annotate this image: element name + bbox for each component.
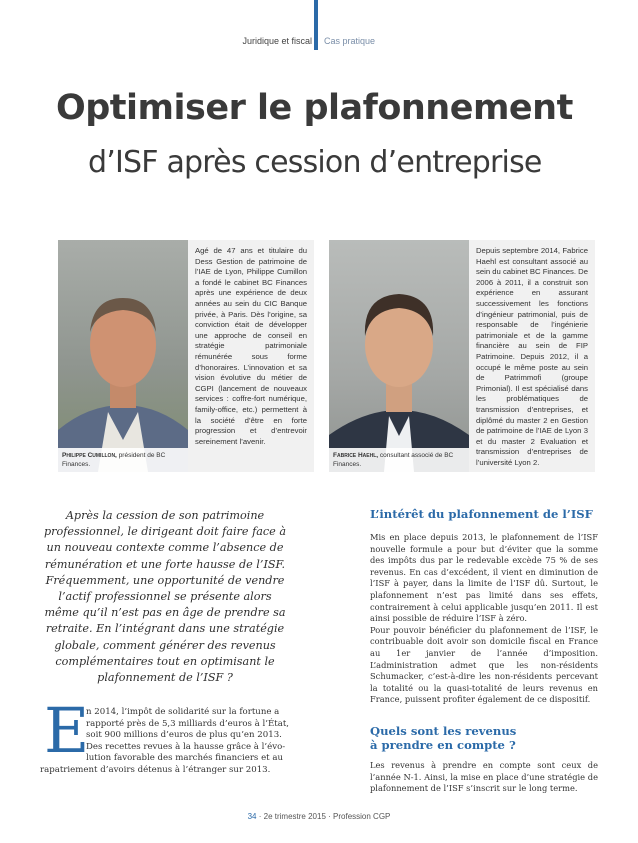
portrait-fabrice-haehl: [329, 240, 469, 472]
body-line: rapporté près de 5,3 milliards d’euros à l’État,: [86, 718, 290, 729]
section-body: [370, 532, 598, 706]
paragraph: Mis en place depuis 2013, le plafonnement de l’ISF nouvelle formule a pour but d’éviter que la somme des impôts dus par le redevable excède 75 % de ses revenus. En cas d’excédent, il vient en diminution de l’ISF à payer, dans la limite de l’ISF dû. Surtout, le plafonnement n’est pas limité dans ses effets, contrairement à celui applicable jusqu’en 2011. Il est ainsi possible de réduire l’ISF à zéro.: [370, 532, 598, 624]
header-accent-bar: [314, 0, 318, 50]
section-heading: [370, 724, 600, 752]
paragraph: Pour pouvoir bénéficier du plafonnement de l’ISF, le contribuable doit avoir son domicile fiscal en France au 1er janvier de l’année d’imposition. L’administration admet que les non-résidents Schumacker, c’est-à-dire les non-résidents percevant la totalité ou la quasi-totalité de leurs revenus en France, puissent profiter également de ce dispositif.: [370, 624, 598, 705]
caption-name: Fabrice Haehl,: [333, 452, 379, 459]
subsection-label: Cas pratique: [324, 36, 376, 46]
caption-role: consultant associé de BC Finances.: [333, 452, 454, 468]
section-heading: L’intérêt du plafonnement de l’ISF: [370, 507, 593, 521]
portrait-illustration: [58, 240, 188, 472]
body-line: n 2014, l’impôt de solidarité sur la fortune a: [86, 707, 280, 717]
article-title: Optimiser le plafonnement: [56, 88, 573, 128]
body-line: rapatriement d’avoirs détenus à l’étranger sur 2013.: [40, 764, 271, 775]
body-line: soit 900 millions d’euros de plus qu’en 2013.: [86, 730, 282, 741]
page-footer: 34 · 2e trimestre 2015 · Profession CGP: [247, 812, 391, 821]
bio-box: Agé de 47 ans et titulaire du Dess Gestion de patrimoine de l’IAE de Lyon, Philippe Cumillon a fondé le cabinet BC Finances après une expérience de deux années au sein du CIC Banque privée, à Paris. Dès l’origine, sa conviction était de développer une approche de conseil en stratégie patrimoniale rémunérée sous forme d’honoraires. L’innovation et sa vision évolutive du métier de CGPI (lancement de nouveaux services : coffre-fort numérique, family-office, etc.) permettent à la société d’être en forte progression et d’entrevoir sereinement l’avenir.: [188, 240, 314, 472]
section-label: Juridique et fiscal: [242, 36, 312, 46]
page-number: 34: [247, 812, 257, 821]
caption-role: président de BC Finances.: [62, 452, 166, 468]
body-line: lution favorable des marchés financiers et au: [86, 753, 283, 764]
body-intro: [40, 707, 300, 777]
heading-line: à prendre en compte ?: [370, 738, 516, 752]
issue-label: 2e trimestre 2015: [263, 812, 326, 821]
photo-caption: [329, 448, 469, 472]
portrait-philippe-cumillon: [58, 240, 188, 472]
magazine-name: Profession CGP: [333, 812, 391, 821]
drop-cap: E: [44, 694, 90, 767]
paragraph: Les revenus à prendre en compte sont ceux de l’année N-1. Ainsi, la mise en place d’une stratégie de plafonnement de l’ISF s’inscrit sur le long terme.: [370, 760, 598, 794]
body-line: Des recettes revues à la hausse grâce à l’évo-: [86, 741, 286, 752]
caption-name: Philippe Cumillon,: [62, 452, 117, 459]
article-subtitle: d’ISF après cession d’entreprise: [88, 145, 542, 180]
portrait-illustration: [329, 240, 469, 472]
photo-caption: [58, 448, 188, 472]
article-lead: Après la cession de son patrimoine professionnel, le dirigeant doit faire face à un nouveau contexte comme l’absence de rémunération et une forte hausse de l’ISF. Fréquemment, une opportunité de vendre l’actif professionnel se présente alors même qu’il n’est pas en âge de prendre sa retraite. En l’intégrant dans une stratégie globale, comment générer des revenus complémentaires tout en optimisant le plafonnement de l’ISF ?: [43, 509, 287, 685]
section-body: [370, 760, 598, 795]
bio-box: Depuis septembre 2014, Fabrice Haehl est consultant associé au sein du cabinet BC Finances. De 2006 à 2011, il a construit son expérience en assurant successivement les fonctions d’ingénieur patrimonial, puis de responsable de l’ingénierie patrimoniale et de la gamme financière au sein de FIP Patrimoine. Depuis 2012, il a occupé le même poste au sein de Patrimmofi (groupe Primonial). Il est spécialisé dans les problématiques de transmission d’entreprises, et diplômé du master 2 en Gestion de patrimoine de l’IAE de Lyon 3 et du master 2 Evaluation et transmission d’entreprises de l’université Lyon 2.: [469, 240, 595, 472]
heading-line: Quels sont les revenus: [370, 724, 517, 738]
